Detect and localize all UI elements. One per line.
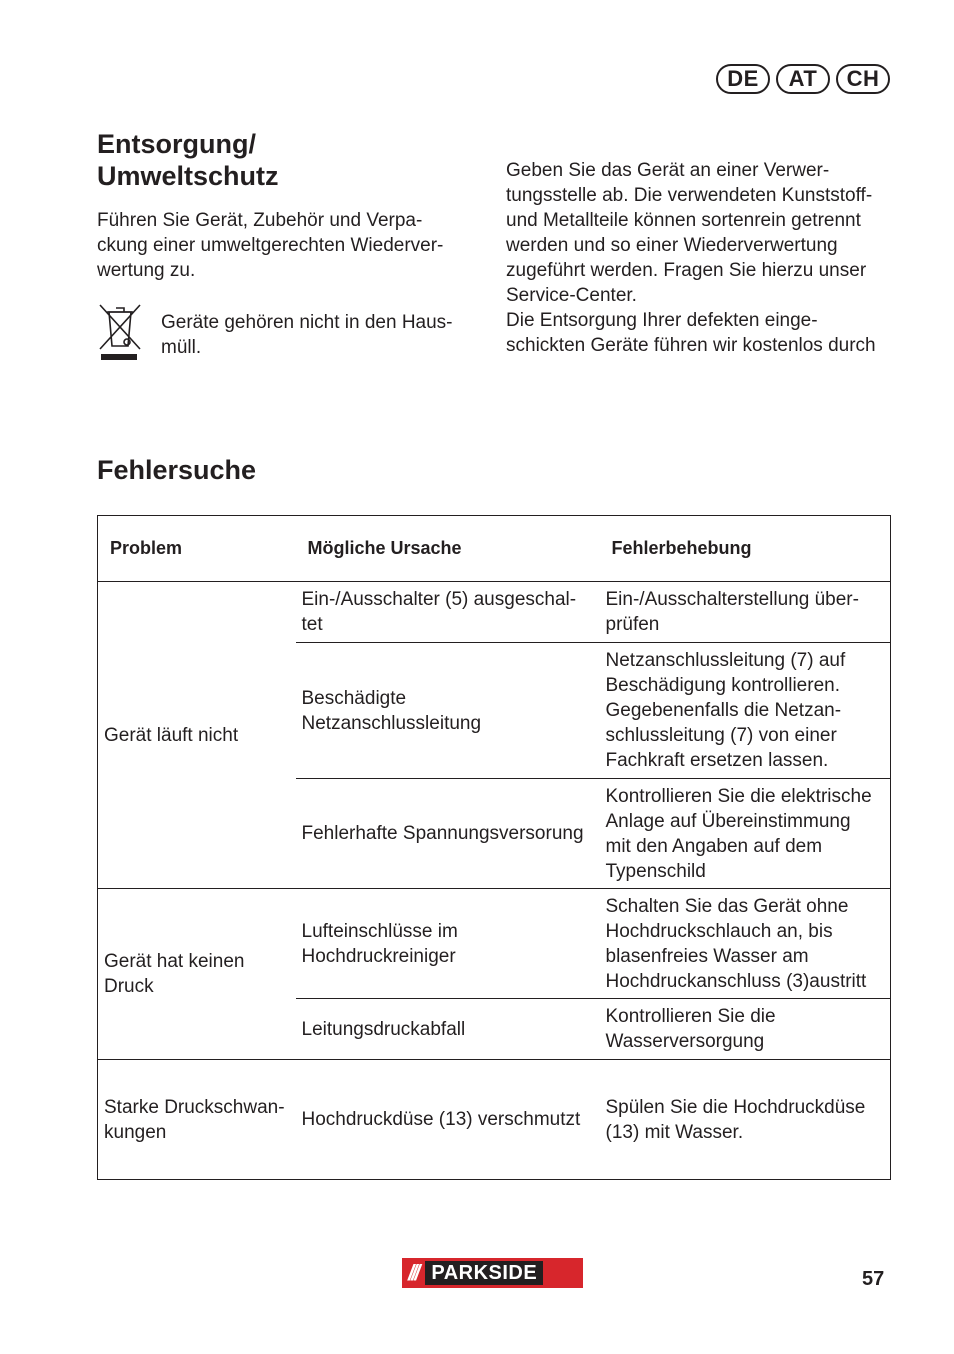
brand-name: PARKSIDE	[425, 1261, 543, 1285]
table-header-row	[98, 516, 891, 582]
header-problem: Problem	[98, 516, 296, 582]
table-row	[98, 582, 891, 643]
problem-cell: Gerät hat keinen Druck	[98, 889, 296, 1060]
section-title-disposal: Entsorgung/ Umweltschutz	[97, 129, 279, 191]
badge-at: AT	[776, 64, 830, 94]
disposal-right-column: Geben Sie das Gerät an einer Verwer- tungsstelle ab. Die verwendeten Kunststoff- und Metallteile können sortenrein getrennt werden und so einer Wiederverwertung zugeführt werden. Fragen Sie hierzu unser Service-Center. Die Entsorgung Ihrer defekten einge- schickten Geräte führen wir kostenlos durch	[506, 160, 876, 356]
problem-cell: Starke Druckschwan- kungen	[98, 1060, 296, 1180]
fix-cell: Kontrollieren Sie die Wasserversorgung	[600, 999, 891, 1060]
table-row	[98, 889, 891, 999]
cause-cell: Hochdruckdüse (13) verschmutzt	[296, 1060, 600, 1180]
fix-cell: Netzanschlussleitung (7) auf Beschädigung kontrollieren. Gegebenenfalls die Netzan- schlussleitung (7) von einer Fachkraft ersetzen lassen.	[600, 643, 891, 779]
section-title-troubleshooting: Fehlersuche	[97, 455, 257, 485]
crossed-bin-icon	[97, 302, 143, 362]
bin-note: Geräte gehören nicht in den Haus- müll.	[161, 312, 453, 358]
country-badges	[716, 64, 890, 94]
logo-slashes-icon: ///	[408, 1260, 418, 1285]
fix-cell: Kontrollieren Sie die elektrische Anlage auf Übereinstimmung mit den Angaben auf dem Typenschild	[600, 779, 891, 889]
cause-cell: Leitungsdruckabfall	[296, 999, 600, 1060]
header-cause: Mögliche Ursache	[296, 516, 600, 582]
table-row	[98, 1060, 891, 1180]
cause-cell: Lufteinschlüsse im Hochdruckreiniger	[296, 889, 600, 999]
troubleshooting-table	[97, 515, 891, 1180]
cause-cell: Ein-/Ausschalter (5) ausgeschal- tet	[301, 589, 577, 635]
page-number: 57	[862, 1268, 885, 1290]
badge-de: DE	[716, 64, 770, 94]
cause-cell: Fehlerhafte Spannungsversorung	[296, 779, 600, 889]
header-fix: Fehlerbehebung	[600, 516, 891, 582]
fix-cell: Schalten Sie das Gerät ohne Hochdruckschlauch an, bis blasenfreies Wasser am Hochdruckanschluss (3)austritt	[600, 889, 891, 999]
brand-logo	[402, 1258, 583, 1288]
badge-ch: CH	[836, 64, 890, 94]
disposal-intro: Führen Sie Gerät, Zubehör und Verpa- ckung einer umweltgerechten Wiederver- wertung zu.	[97, 210, 444, 281]
cause-cell: Beschädigte Netzanschlussleitung	[296, 643, 600, 779]
problem-cell: Gerät läuft nicht	[104, 724, 239, 746]
fix-cell: Ein-/Ausschalterstellung über- prüfen	[605, 589, 859, 635]
fix-cell: Spülen Sie die Hochdruckdüse (13) mit Wasser.	[600, 1060, 891, 1180]
